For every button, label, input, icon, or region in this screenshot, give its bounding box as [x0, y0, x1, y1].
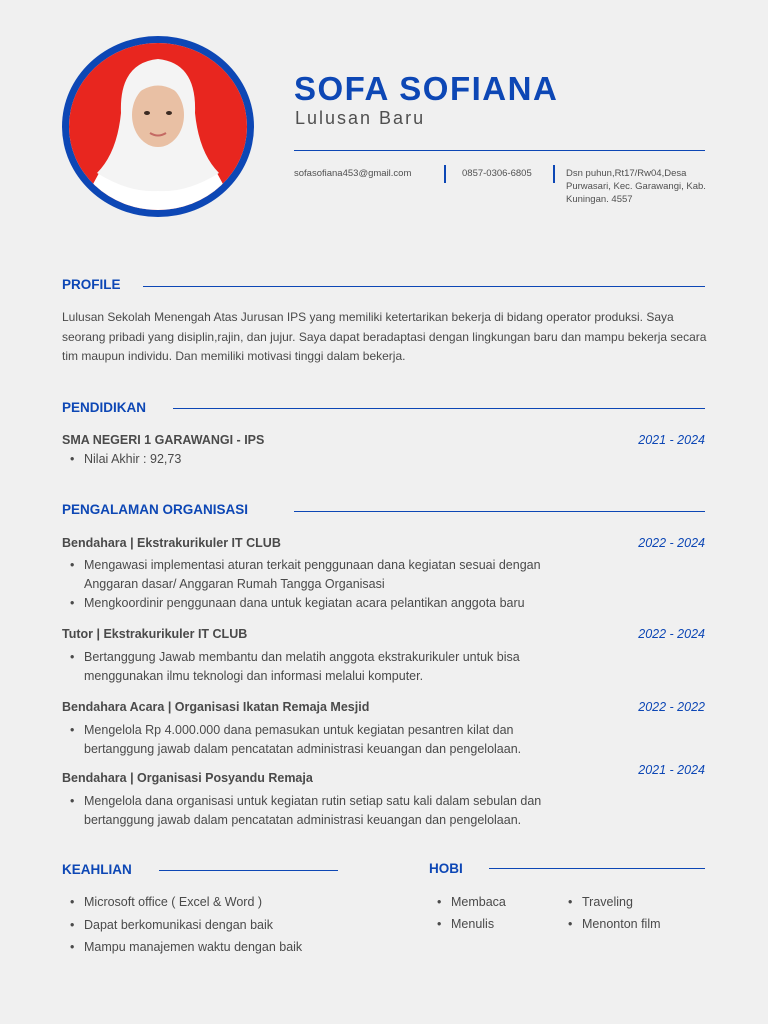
list-item: • Microsoft office ( Excel & Word )	[62, 893, 302, 912]
candidate-role: Lulusan Baru	[295, 108, 426, 128]
org-date: 2022 - 2024	[638, 536, 705, 550]
org-role: Bendahara | Ekstrakurikuler IT CLUB	[62, 536, 281, 550]
list-item: • Mengelola dana organisasi untuk kegiatan rutin setiap satu kali dalam sebulan dan bertanggung jawab dalam pencatatan administrasi keuangan dan pengelolaan.	[62, 792, 562, 830]
org-bullets	[62, 721, 562, 759]
list-item: • Membaca	[429, 893, 506, 912]
list-item: • Menulis	[429, 915, 506, 934]
header-divider	[294, 150, 705, 151]
candidate-name: SOFA SOFIANA	[294, 70, 559, 107]
contact-email: sofasofiana453@gmail.com	[294, 168, 412, 179]
education-bullets	[62, 450, 181, 469]
education-school: SMA NEGERI 1 GARAWANGI - IPS	[62, 433, 265, 447]
org-date: 2021 - 2024	[638, 763, 705, 777]
contact-separator	[553, 165, 555, 183]
skills-list	[62, 893, 302, 957]
organization-title: PENGALAMAN ORGANISASI	[62, 502, 249, 517]
org-date: 2022 - 2022	[638, 700, 705, 714]
list-item: • Traveling	[560, 893, 661, 912]
org-bullets	[62, 556, 562, 613]
contact-phone: 0857-0306-6805	[462, 168, 532, 179]
organization-divider	[294, 511, 705, 512]
org-bullets	[62, 648, 562, 686]
hobbies-divider	[489, 868, 705, 869]
profile-title: PROFILE	[62, 277, 121, 292]
list-item: • Bertanggung Jawab membantu dan melatih anggota ekstrakurikuler untuk bisa menggunakan ilmu teknologi dan informasi melalui komputer.	[62, 648, 562, 686]
list-item: • Menonton film	[560, 915, 661, 934]
hobbies-title: HOBI	[429, 861, 463, 876]
org-role: Bendahara Acara | Organisasi Ikatan Remaja Mesjid	[62, 700, 370, 714]
hobbies-list-1	[429, 893, 506, 934]
hobbies-list-2	[560, 893, 661, 934]
org-bullets	[62, 792, 562, 830]
profile-photo-frame	[62, 36, 254, 217]
list-item: • Nilai Akhir : 92,73	[62, 450, 181, 469]
org-role: Bendahara | Organisasi Posyandu Remaja	[62, 771, 313, 785]
contact-separator	[444, 165, 446, 183]
list-item: • Mengkoordinir penggunaan dana untuk kegiatan acara pelantikan anggota baru	[62, 594, 562, 613]
list-item: • Mengawasi implementasi aturan terkait penggunaan dana kegiatan sesuai dengan Anggaran dasar/ Anggaran Rumah Tangga Organisasi	[62, 556, 562, 594]
profile-text: Lulusan Sekolah Menengah Atas Jurusan IPS yang memiliki ketertarikan bekerja di bidang operator produksi. Saya seorang pribadi yang disiplin,rajin, dan jujur. Saya dapat beradaptasi dengan lingkungan baru dan mampu bekerja secara tim maupun individu. Dan memiliki motivasi tinggi dalam bekerja.	[62, 310, 707, 363]
profile-divider	[143, 286, 705, 287]
education-title: PENDIDIKAN	[62, 400, 147, 415]
profile-photo	[69, 43, 247, 210]
list-item: • Dapat berkomunikasi dengan baik	[62, 916, 302, 935]
skills-title: KEAHLIAN	[62, 862, 132, 877]
education-divider	[173, 408, 705, 409]
org-role: Tutor | Ekstrakurikuler IT CLUB	[62, 627, 248, 641]
skills-divider	[159, 870, 338, 871]
education-date: 2021 - 2024	[638, 433, 705, 447]
list-item: • Mampu manajemen waktu dengan baik	[62, 938, 302, 957]
contact-address: Dsn puhun,Rt17/Rw04,Desa Purwasari, Kec. Garawangi, Kab. Kuningan. 4557	[566, 168, 706, 205]
list-item: • Mengelola Rp 4.000.000 dana pemasukan untuk kegiatan pesantren kilat dan bertanggung jawab dalam pencatatan administrasi keuangan dan pengelolaan.	[62, 721, 562, 759]
org-date: 2022 - 2024	[638, 627, 705, 641]
